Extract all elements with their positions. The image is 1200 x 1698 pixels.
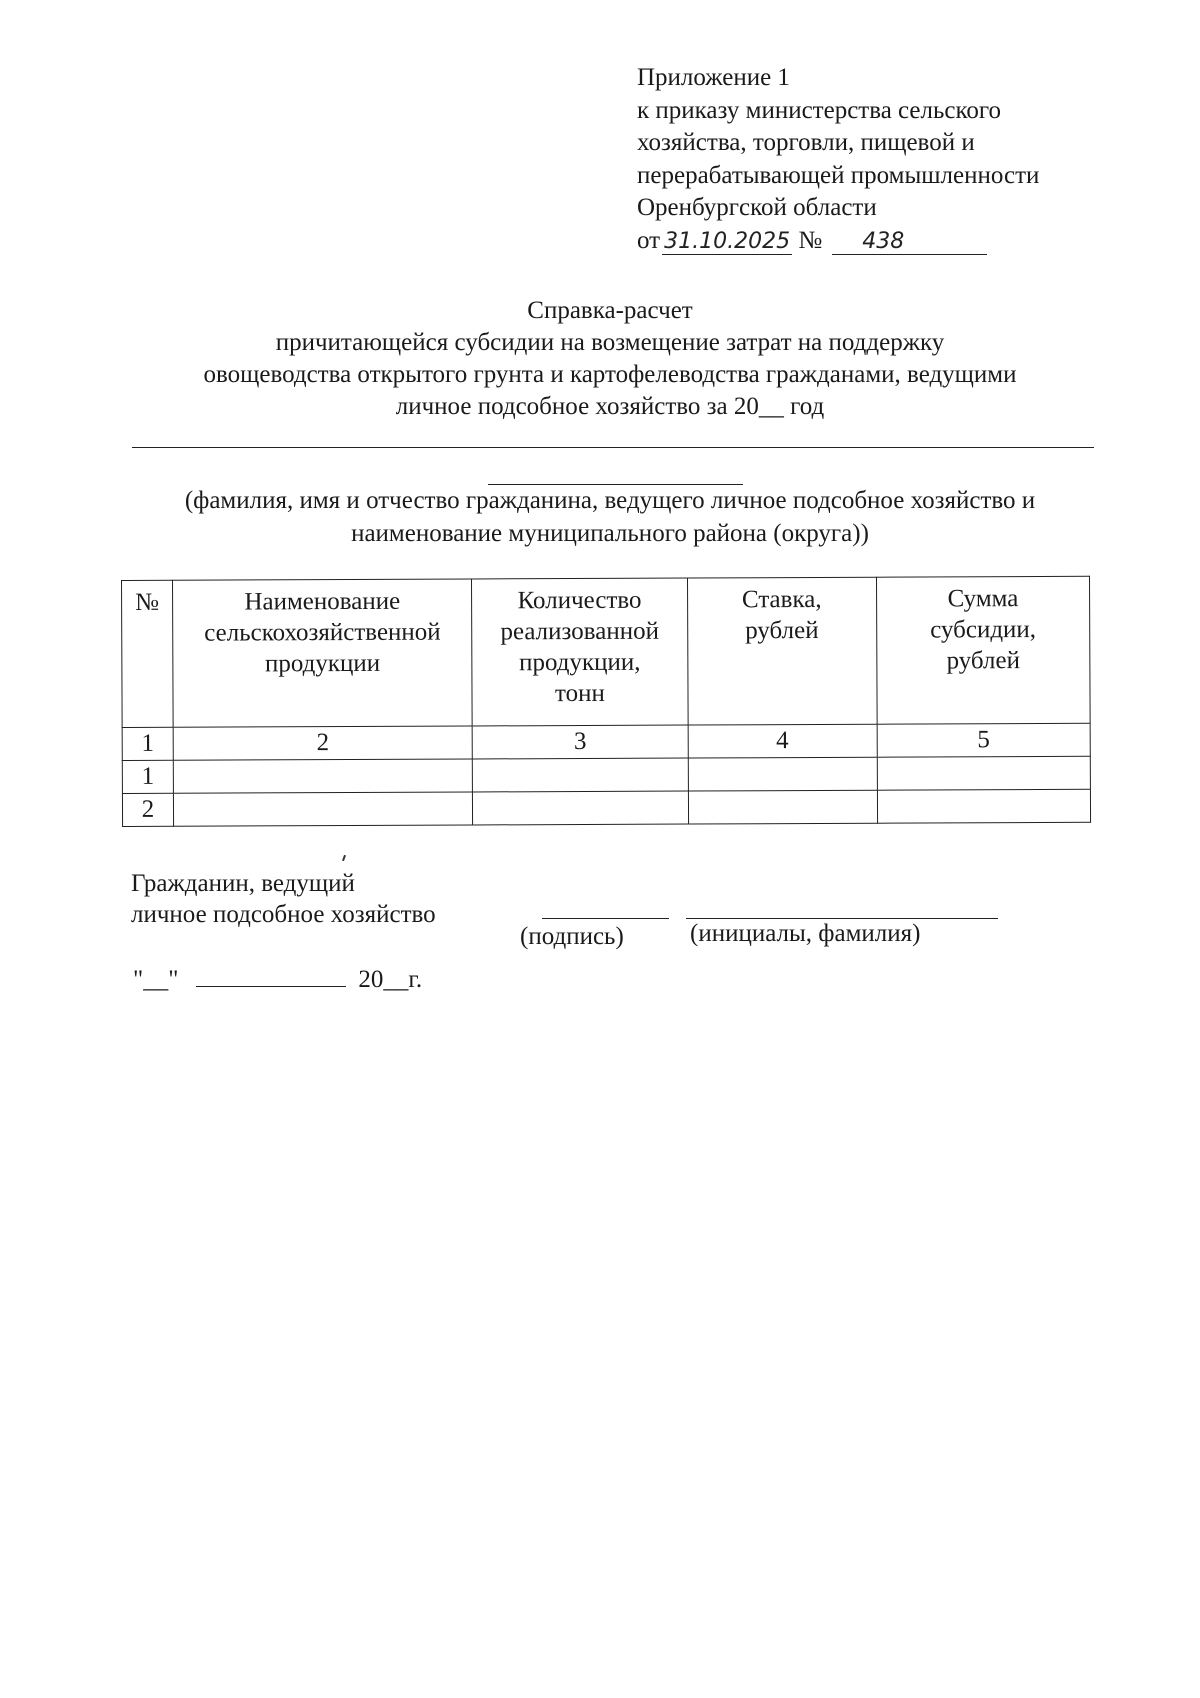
row-number: 1 bbox=[122, 760, 173, 793]
table-cell bbox=[173, 759, 472, 793]
column-number: 5 bbox=[877, 723, 1090, 757]
subsidy-calculation-table bbox=[121, 576, 1091, 827]
column-number-row bbox=[122, 723, 1090, 760]
header-text: продукции bbox=[264, 649, 381, 678]
table-cell bbox=[877, 789, 1090, 823]
document-title bbox=[130, 295, 1090, 423]
date-prefix: от bbox=[637, 226, 661, 254]
number-label: № bbox=[798, 226, 823, 254]
table-cell bbox=[173, 792, 472, 826]
column-number: 4 bbox=[688, 724, 877, 758]
table-header-row bbox=[122, 576, 1091, 727]
order-date-handwritten: 31.10.2025 bbox=[662, 230, 792, 255]
name-caption: (инициалы, фамилия) bbox=[690, 920, 921, 947]
header-text: Сумма bbox=[947, 585, 1019, 613]
title-line: личное подсобное хозяйство за 20__ год bbox=[395, 393, 825, 420]
title-line: причитающейся субсидии на возмещение затрат на поддержку bbox=[275, 329, 945, 356]
signature-fill-line bbox=[542, 918, 669, 919]
header-text: субсидии, bbox=[930, 616, 1037, 644]
title-line: Справка-расчет bbox=[527, 297, 693, 324]
appendix-line: перерабатывающей промышленности bbox=[637, 161, 1040, 189]
month-fill-line bbox=[196, 962, 346, 987]
header-text: реализованной bbox=[500, 617, 659, 646]
appendix-line: Оренбургской области bbox=[637, 194, 877, 221]
name-fill-line bbox=[686, 918, 998, 919]
table-cell bbox=[877, 756, 1090, 790]
column-number: 1 bbox=[122, 727, 173, 760]
signature-caption: (подпись) bbox=[520, 923, 624, 950]
header-text: Ставка, bbox=[741, 585, 822, 614]
caption-line: наименование муниципального района (округа)) bbox=[351, 519, 869, 547]
header-text: тонн bbox=[554, 679, 605, 708]
signing-date-line bbox=[133, 962, 422, 995]
header-cell-number bbox=[122, 580, 174, 727]
signer-line: Гражданин, ведущий bbox=[131, 870, 355, 897]
header-text: Количество bbox=[517, 586, 642, 615]
header-text: продукции, bbox=[519, 648, 641, 677]
table-cell bbox=[473, 758, 688, 792]
appendix-line: хозяйства, торговли, пищевой и bbox=[637, 129, 975, 156]
table-row bbox=[122, 789, 1090, 826]
table-cell bbox=[688, 790, 877, 824]
day-blank: "__" bbox=[133, 966, 179, 993]
appendix-line: к приказу министерства сельского bbox=[637, 96, 1002, 124]
header-cell-product bbox=[173, 579, 473, 727]
order-date-line bbox=[637, 225, 1137, 259]
title-line: овощеводства открытого грунта и картофелеводства гражданами, ведущими bbox=[203, 361, 1017, 388]
column-number: 2 bbox=[173, 726, 472, 760]
header-cell-quantity bbox=[472, 578, 688, 726]
header-text: сельскохозяйственной bbox=[204, 618, 441, 647]
scan-speck bbox=[342, 855, 346, 861]
column-number: 3 bbox=[472, 725, 687, 759]
header-cell-rate bbox=[687, 577, 877, 725]
header-cell-subsidy-sum bbox=[876, 576, 1090, 724]
year-blank: 20__г. bbox=[358, 966, 423, 993]
appendix-title: Приложение 1 bbox=[637, 64, 790, 91]
signer-line: личное подсобное хозяйство bbox=[131, 901, 436, 928]
header-text: № bbox=[135, 588, 160, 616]
header-text: рублей bbox=[946, 647, 1020, 675]
row-number: 2 bbox=[122, 793, 173, 826]
header-text: Наименование bbox=[244, 587, 401, 616]
table-cell bbox=[473, 791, 688, 825]
table-row bbox=[122, 756, 1090, 793]
applicant-caption bbox=[120, 485, 1100, 550]
table-cell bbox=[688, 757, 877, 791]
applicant-fill-line bbox=[132, 447, 1094, 448]
order-number-handwritten: 438 bbox=[832, 230, 987, 255]
caption-line: (фамилия, имя и отчество гражданина, ведущего личное подсобное хозяйство и bbox=[184, 487, 1036, 514]
header-text: рублей bbox=[745, 616, 819, 645]
appendix-block bbox=[637, 62, 1137, 259]
